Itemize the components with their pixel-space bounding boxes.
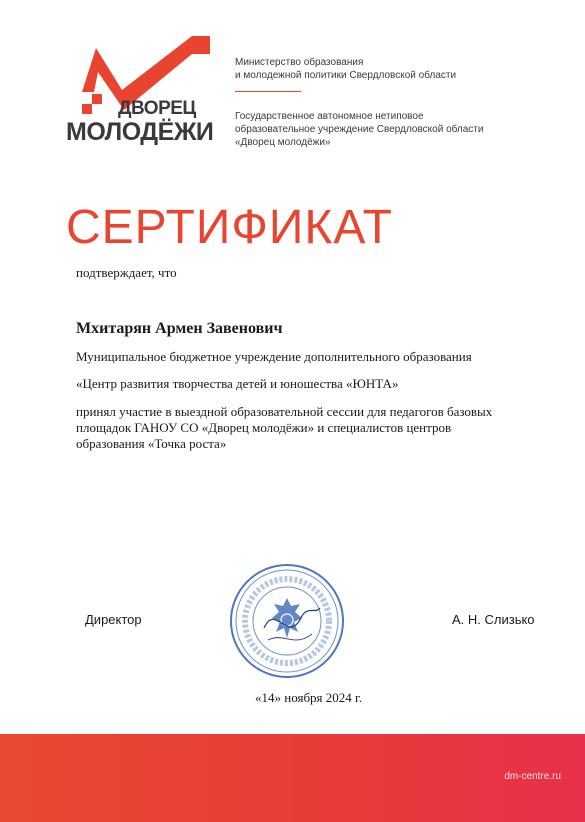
confirms-text: подтверждает, что [76,265,177,280]
participation-text [76,404,492,452]
institution-line: Государственное автономное нетиповое [235,111,424,122]
participation-line: площадок ГАНОУ СО «Дворец молодёжи» и специалистов центров [76,420,452,435]
certificate-title: СЕРТИФИКАТ [66,201,393,254]
footer-band [0,734,585,822]
director-label: Директор [85,612,142,627]
institution-line: «Дворец молодёжи» [235,137,331,148]
website-link[interactable]: dm-centre.ru [504,771,561,782]
official-stamp-icon [228,562,346,680]
institution-line: образовательное учреждение Свердловской области [235,124,484,135]
ministry-line: Министерство образования [235,57,364,68]
recipient-name: Мхитарян Армен Завенович [76,320,283,337]
issue-date: «14» ноября 2024 г. [255,690,363,705]
signer-name: А. Н. Слизько [452,612,535,627]
participation-line: образования «Точка роста» [76,436,227,451]
logo-line-2: МОЛОДЁЖИ [66,118,214,146]
recipient-institution-line-1: Муниципальное бюджетное учреждение дополнительного образования [76,349,472,364]
ministry-name [235,56,456,82]
recipient-institution-line-2: «Центр развития творчества детей и юношества «ЮНТА» [76,376,399,391]
logo-line-1: ДВОРЕЦ [118,98,196,119]
institution-name [235,110,483,149]
org-divider [235,91,301,92]
participation-line: принял участие в выездной образовательной сессии для педагогов базовых [76,404,493,419]
ministry-line: и молодежной политики Свердловской области [235,70,457,81]
